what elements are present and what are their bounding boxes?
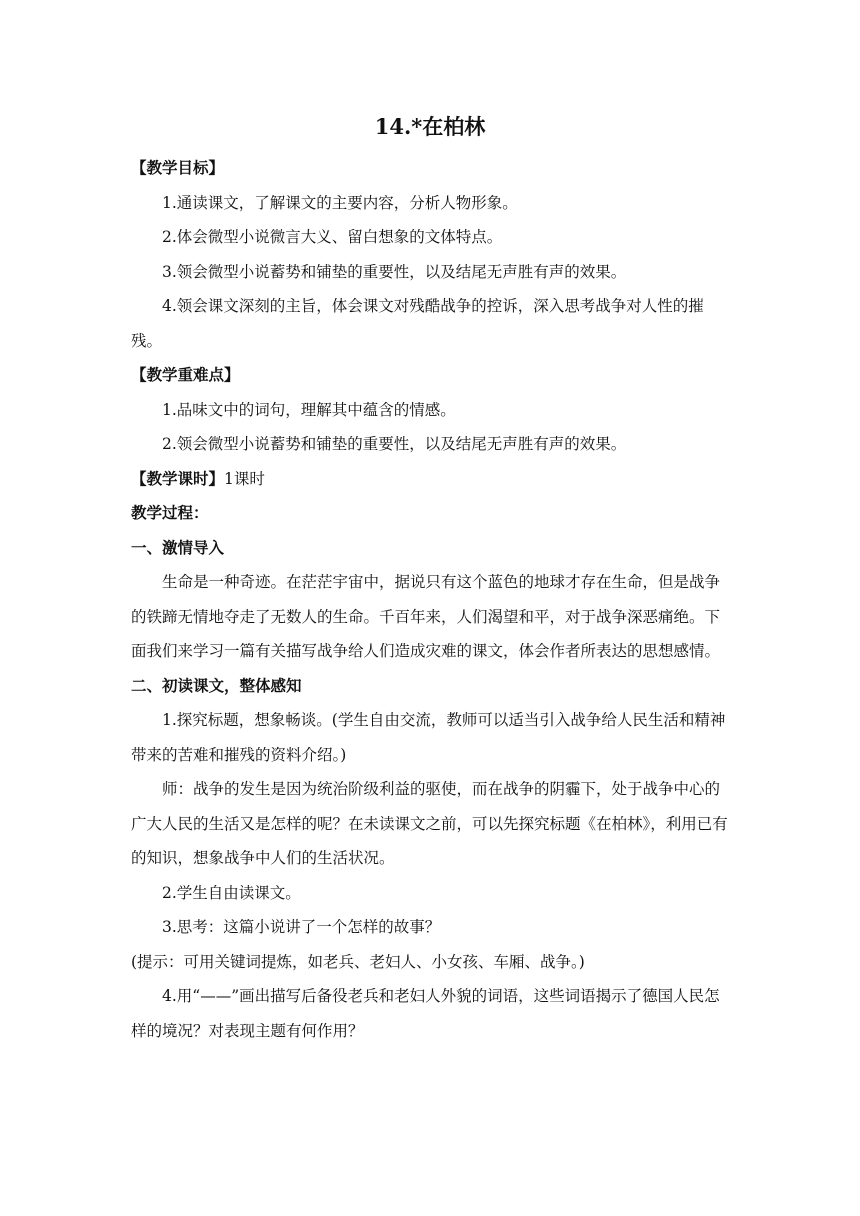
section-2-item-4: 4.用“——”画出描写后备役老兵和老妇人外貌的词语，这些词语揭示了德国人民怎样的境况？对表现主题有何作用？ <box>131 987 720 1040</box>
teaching-goal-item: 2.体会微型小说微言大义、留白想象的文体特点。 <box>162 228 503 246</box>
teaching-goals-heading: 【教学目标】 <box>131 159 225 177</box>
section-2-heading: 二、初读课文，整体感知 <box>131 676 302 695</box>
section-2-item-2: 2.学生自由读课文。 <box>162 883 301 902</box>
section-2-item-1: 1.探究标题，想象畅谈。(学生自由交流，教师可以适当引入战争给人民生活和精神带来的苦难和摧残的资料介绍。) <box>131 711 726 764</box>
class-hours-line <box>131 462 731 497</box>
key-point-item: 1.品味文中的词句，理解其中蕴含的情感。 <box>162 400 456 419</box>
class-hours-label: 【教学课时】 <box>131 469 225 488</box>
document-body <box>131 151 731 1048</box>
process-heading: 教学过程： <box>131 504 209 522</box>
section-2-teacher-note: 师：战争的发生是因为统治阶级利益的驱使，而在战争的阴霾下，处于战争中心的广大人民的生活又是怎样的呢？在未读课文之前，可以先探究标题《在柏林》，利用已有的知识，想象战争中人们的生活状况。 <box>131 780 728 867</box>
section-1-heading: 一、激情导入 <box>131 538 225 557</box>
document-title: 14.*在柏林 <box>374 114 486 139</box>
section-1-paragraph: 生命是一种奇迹。在茫茫宇宙中，据说只有这个蓝色的地球才存在生命，但是战争的铁蹄无情地夺走了无数人的生命。千百年来，人们渴望和平，对于战争深恶痛绝。下面我们来学习一篇有关描写战争给人们造成灾难的课文，体会作者所表达的思想感情。 <box>131 573 721 660</box>
class-hours-value: 1课时 <box>224 469 265 488</box>
teaching-goal-item: 1.通读课文，了解课文的主要内容，分析人物形象。 <box>162 193 518 212</box>
section-2-item-3: 3.思考：这篇小说讲了一个怎样的故事？ <box>162 918 441 936</box>
teaching-goal-item: 4.领会课文深刻的主旨，体会课文对残酷战争的控诉，深入思考战争对人性的摧残。 <box>131 297 704 350</box>
teaching-goal-item: 3.领会微型小说蓄势和铺垫的重要性，以及结尾无声胜有声的效果。 <box>162 262 627 281</box>
key-points-heading: 【教学重难点】 <box>131 366 240 384</box>
section-2-hint: (提示：可用关键词提炼，如老兵、老妇人、小女孩、车厢、战争。) <box>131 952 585 971</box>
key-point-item: 2.领会微型小说蓄势和铺垫的重要性，以及结尾无声胜有声的效果。 <box>162 435 627 453</box>
